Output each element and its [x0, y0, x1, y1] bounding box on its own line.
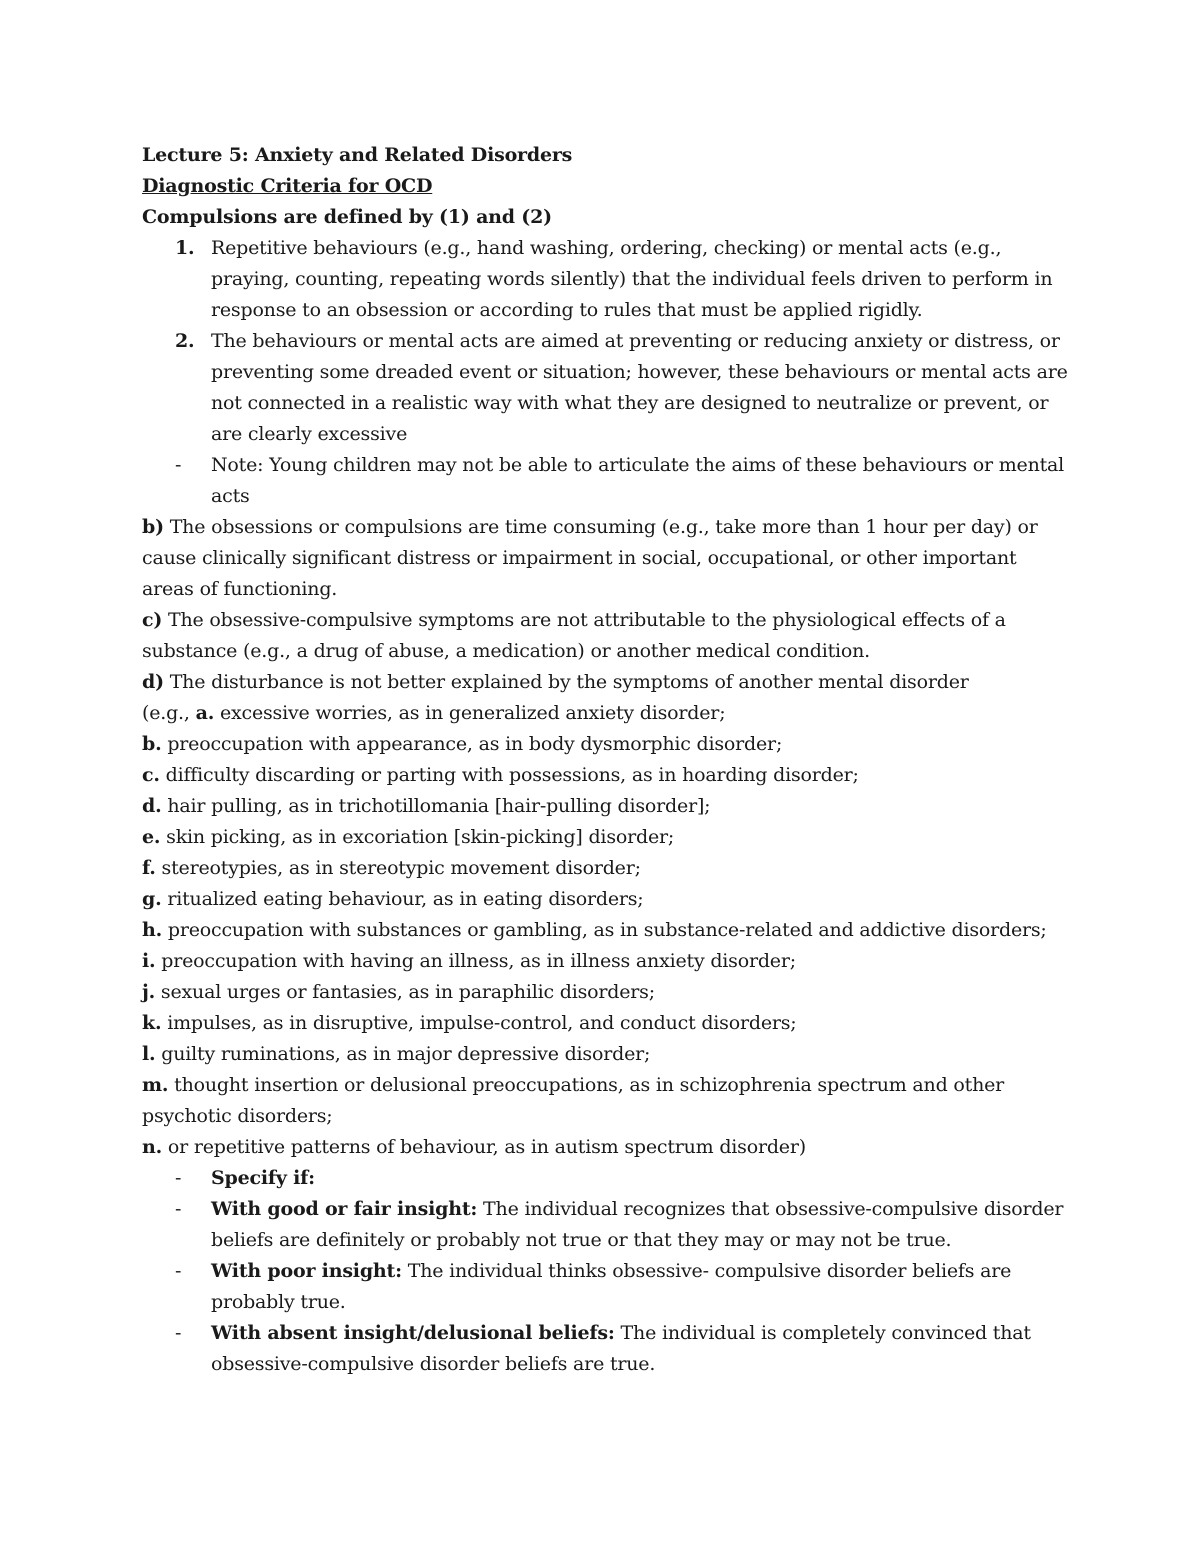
- criterion-b: [142, 512, 1072, 605]
- criterion-prefix: (e.g.,: [142, 702, 196, 724]
- note-item: [142, 450, 1072, 512]
- list-item-label: h.: [142, 919, 163, 941]
- list-item-text: sexual urges or fantasies, as in paraphilic disorders;: [155, 981, 655, 1003]
- list-item-text: thought insertion or delusional preoccupations, as in schizophrenia spectrum and other: [168, 1074, 1005, 1096]
- criterion-text: The obsessions or compulsions are time consuming (e.g., take more than 1 hour per day) or: [163, 516, 1038, 538]
- specifier-text: The individual recognizes that obsessive-compulsive disorder: [477, 1198, 1064, 1220]
- compulsions-heading: Compulsions are defined by (1) and (2): [142, 206, 552, 228]
- list-item-text: excessive worries, as in generalized anxiety disorder;: [214, 702, 726, 724]
- list-item-label: j.: [142, 981, 156, 1003]
- list-item-n: [142, 1132, 1072, 1163]
- note-text-line: Note: Young children may not be able to articulate the aims of these behaviours or mental: [211, 454, 1065, 476]
- specifier-text: beliefs are definitely or probably not true or that they may or may not be true.: [211, 1229, 952, 1251]
- item-text-line: not connected in a realistic way with what they are designed to neutralize or prevent, or: [211, 392, 1049, 414]
- item-text-line: Repetitive behaviours (e.g., hand washing, ordering, checking) or mental acts (e.g.,: [211, 237, 1002, 259]
- criterion-text: substance (e.g., a drug of abuse, a medication) or another medical condition.: [142, 640, 871, 662]
- item-number: 1.: [175, 237, 195, 259]
- specifier-text: The individual thinks obsessive- compulsive disorder beliefs are: [401, 1260, 1012, 1282]
- specifier-label: Specify if:: [211, 1167, 315, 1189]
- list-item-text: stereotypies, as in stereotypic movement disorder;: [155, 857, 641, 879]
- list-item-text: hair pulling, as in trichotillomania [hair-pulling disorder];: [161, 795, 711, 817]
- list-item-label: m.: [142, 1074, 169, 1096]
- list-item-text: preoccupation with appearance, as in body dysmorphic disorder;: [161, 733, 783, 755]
- list-item: [142, 946, 1072, 977]
- specifier-text: probably true.: [211, 1291, 346, 1313]
- list-item-label: k.: [142, 1012, 162, 1034]
- item-text-line: praying, counting, repeating words silently) that the individual feels driven to perform in: [211, 268, 1053, 290]
- specifier-label: With absent insight/delusional beliefs:: [211, 1322, 615, 1344]
- item-text-line: are clearly excessive: [211, 423, 408, 445]
- criterion-text: areas of functioning.: [142, 578, 338, 600]
- list-item-text: psychotic disorders;: [142, 1105, 333, 1127]
- specifier-text: obsessive-compulsive disorder beliefs are true.: [211, 1353, 656, 1375]
- specifier-poor-insight: [142, 1256, 1072, 1318]
- list-item-m: [142, 1070, 1072, 1132]
- numbered-item-2: [142, 326, 1072, 450]
- dash-bullet: -: [175, 1167, 182, 1189]
- list-item-label: e.: [142, 826, 161, 848]
- item-text-line: preventing some dreaded event or situation; however, these behaviours or mental acts are: [211, 361, 1068, 383]
- list-item: [142, 760, 1072, 791]
- criterion-d: [142, 667, 1072, 729]
- list-item-text: impulses, as in disruptive, impulse-control, and conduct disorders;: [161, 1012, 797, 1034]
- list-item-label: n.: [142, 1136, 163, 1158]
- list-item-label: f.: [142, 857, 156, 879]
- item-number: 2.: [175, 330, 195, 352]
- criterion-text: cause clinically significant distress or impairment in social, occupational, or other important: [142, 547, 1017, 569]
- list-item-text: or repetitive patterns of behaviour, as in autism spectrum disorder): [162, 1136, 806, 1158]
- criterion-text: The obsessive-compulsive symptoms are not attributable to the physiological effects of a: [162, 609, 1006, 631]
- list-item-text: skin picking, as in excoriation [skin-picking] disorder;: [160, 826, 675, 848]
- specifier-label: With good or fair insight:: [211, 1198, 478, 1220]
- list-item-label: b.: [142, 733, 162, 755]
- specifier-good-insight: [142, 1194, 1072, 1256]
- dash-bullet: -: [175, 454, 182, 476]
- list-item: [142, 884, 1072, 915]
- dash-bullet: -: [175, 1198, 182, 1220]
- criterion-label: b): [142, 516, 164, 538]
- section-heading: Diagnostic Criteria for OCD: [142, 175, 433, 197]
- list-item-label: g.: [142, 888, 162, 910]
- criterion-text: The disturbance is not better explained by the symptoms of another mental disorder: [163, 671, 969, 693]
- document-body: [142, 140, 1072, 1380]
- list-item: [142, 1008, 1072, 1039]
- item-text-line: The behaviours or mental acts are aimed at preventing or reducing anxiety or distress, or: [211, 330, 1060, 352]
- specifier-label: With poor insight:: [211, 1260, 402, 1282]
- list-item: [142, 853, 1072, 884]
- list-item-text: difficulty discarding or parting with possessions, as in hoarding disorder;: [159, 764, 859, 786]
- list-item: [142, 791, 1072, 822]
- criterion-label: d): [142, 671, 164, 693]
- list-item: [142, 822, 1072, 853]
- list-item-label: a.: [195, 702, 215, 724]
- page-title: Lecture 5: Anxiety and Related Disorders: [142, 144, 573, 166]
- list-item-label: d.: [142, 795, 162, 817]
- list-item: [142, 977, 1072, 1008]
- list-item: [142, 915, 1072, 946]
- specifier-absent-insight: [142, 1318, 1072, 1380]
- note-text-line: acts: [211, 485, 250, 507]
- list-item-label: l.: [142, 1043, 156, 1065]
- specifier-heading: [142, 1163, 1072, 1194]
- specifier-text: The individual is completely convinced that: [614, 1322, 1031, 1344]
- list-item-text: guilty ruminations, as in major depressive disorder;: [155, 1043, 651, 1065]
- list-item-text: preoccupation with having an illness, as in illness anxiety disorder;: [155, 950, 796, 972]
- item-text-line: response to an obsession or according to rules that must be applied rigidly.: [211, 299, 923, 321]
- list-item-text: ritualized eating behaviour, as in eating disorders;: [161, 888, 644, 910]
- list-item: [142, 1039, 1072, 1070]
- list-item-label: i.: [142, 950, 156, 972]
- dash-bullet: -: [175, 1260, 182, 1282]
- list-item-label: c.: [142, 764, 160, 786]
- numbered-item-1: [142, 233, 1072, 326]
- criterion-c: [142, 605, 1072, 667]
- dash-bullet: -: [175, 1322, 182, 1344]
- list-item-text: preoccupation with substances or gambling, as in substance-related and addictive disorders;: [162, 919, 1047, 941]
- criterion-label: c): [142, 609, 163, 631]
- list-item: [142, 729, 1072, 760]
